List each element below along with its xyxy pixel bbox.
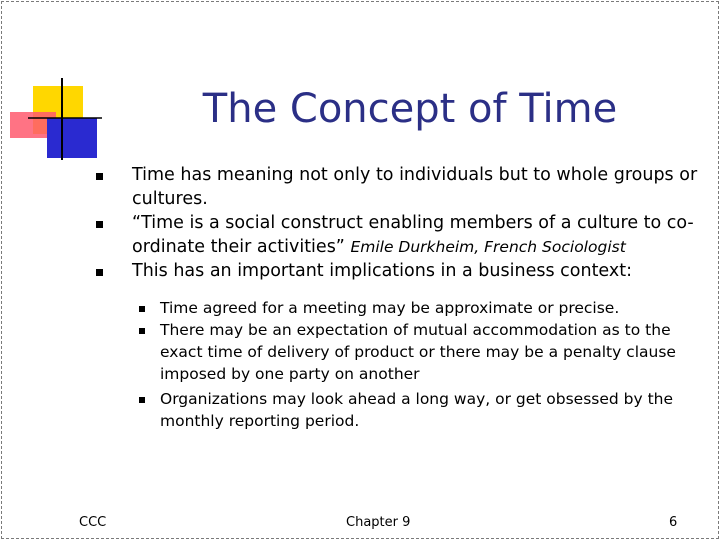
- bullet-text: This has an important implications in a business context:: [132, 261, 632, 281]
- sub-bullet-list: [134, 297, 694, 432]
- sub-bullet-text: Time agreed for a meeting may be approximate or precise.: [160, 299, 620, 317]
- square-bullet-icon: [96, 269, 103, 276]
- square-bullet-icon: [96, 221, 103, 228]
- square-bullet-icon: [139, 328, 145, 334]
- square-bullet-icon: [139, 306, 145, 312]
- logo-blue-square: [47, 118, 97, 158]
- bullet-item: [96, 259, 701, 283]
- footer-center: Chapter 9: [346, 515, 411, 530]
- sub-bullet-item: [134, 297, 694, 319]
- bullet-text: Time has meaning not only to individuals but to whole groups or cultures.: [132, 165, 698, 209]
- bullet-item: [96, 163, 701, 211]
- bullet-item: [96, 211, 701, 259]
- square-bullet-icon: [139, 397, 145, 403]
- footer-left: CCC: [79, 515, 107, 530]
- sub-bullet-text: There may be an expectation of mutual accommodation as to the exact time of delivery of product or there may be a penalty clause imposed by one party on another: [160, 321, 676, 383]
- decorative-logo: [0, 0, 110, 170]
- sub-bullet-text: Organizations may look ahead a long way, or get obsessed by the monthly reporting period.: [160, 390, 674, 430]
- bullet-text: “Time is a social construct enabling members of a culture to co-ordinate their activities”: [132, 213, 694, 257]
- slide-title: The Concept of Time: [202, 86, 618, 132]
- sub-bullet-item: [134, 388, 694, 432]
- page-number: 6: [669, 515, 678, 530]
- sub-bullet-item: [134, 319, 694, 385]
- bullet-citation: Emile Durkheim, French Sociologist: [350, 238, 626, 256]
- main-bullet-list: [96, 163, 701, 283]
- square-bullet-icon: [96, 173, 103, 180]
